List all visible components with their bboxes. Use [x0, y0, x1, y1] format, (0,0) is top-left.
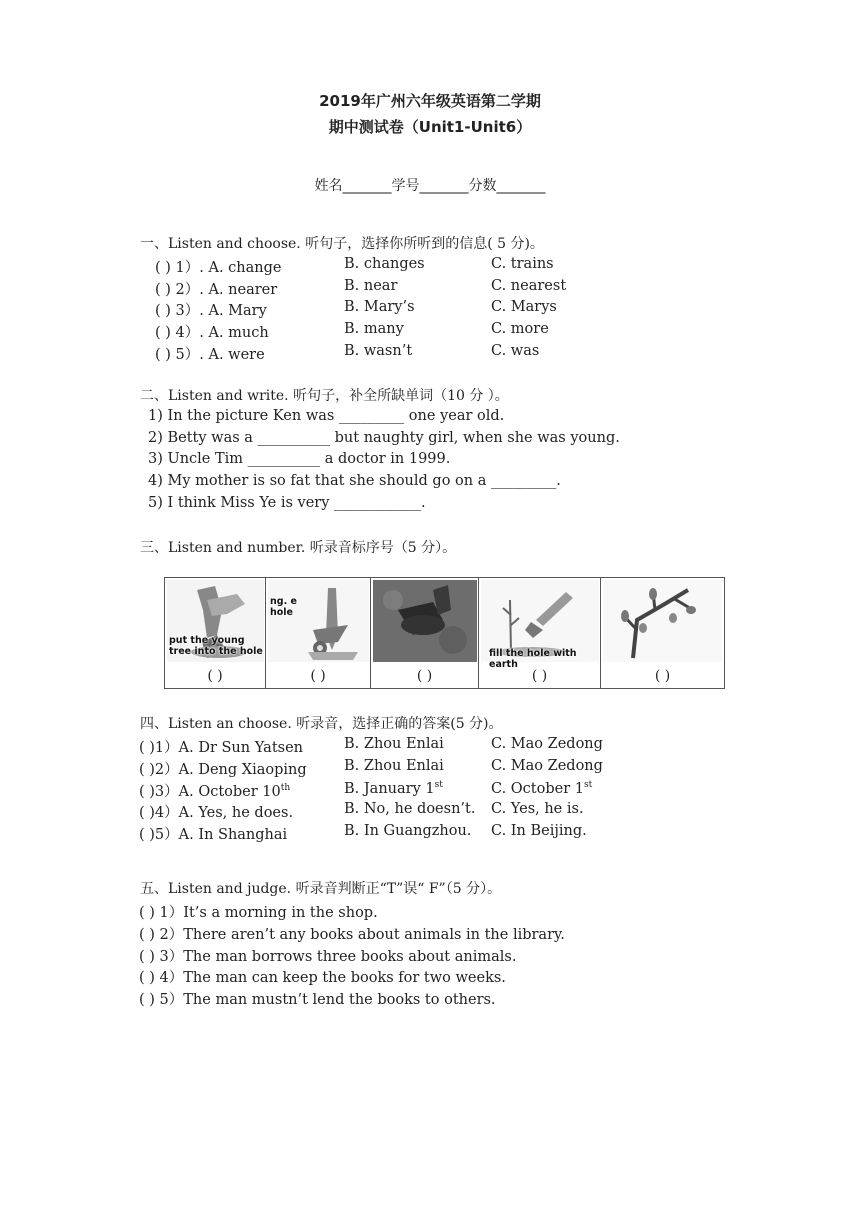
fill-in-sentence[interactable]: 3) Uncle Tim __________ a doctor in 1999.: [148, 451, 451, 468]
picture-cell-5: [601, 578, 724, 688]
choice-item-a[interactable]: ( )5）A. In Shanghai: [139, 827, 288, 844]
choice-item-b: B. No, he doesn’t.: [344, 801, 476, 818]
section4-heading: 四、Listen an choose. 听录音，选择正确的答案(5 分)。: [140, 716, 503, 732]
choice-item-b: B. Zhou Enlai: [344, 736, 444, 752]
choice-item-a[interactable]: ( ) 4）. A. much: [155, 325, 269, 342]
tree-planting-image-2: [268, 580, 368, 662]
picture-cell-3: [371, 578, 479, 688]
digging-hole-image: [373, 580, 476, 662]
tree-branch-image: [603, 580, 722, 662]
choice-item-a[interactable]: ( )2）A. Deng Xiaoping: [139, 761, 307, 778]
judge-statement[interactable]: ( ) 4）The man can keep the books for two weeks.: [139, 970, 506, 987]
judge-statement[interactable]: ( ) 2）There aren’t any books about animals in the library.: [139, 926, 565, 943]
choice-item-c: C. more: [491, 321, 549, 338]
superscript: st: [434, 779, 443, 790]
tree-planting-image-4: [481, 580, 598, 670]
exam-title: 2019年广州六年级英语第二学期: [319, 92, 541, 110]
section1-heading: 一、Listen and choose. 听句子，选择你所听到的信息( 5 分)。: [140, 236, 544, 252]
choice-item-c: C. Yes, he is.: [491, 801, 584, 818]
picture-caption-1: put the young tree into the hole: [169, 635, 263, 657]
choice-item-b: B. Zhou Enlai: [344, 757, 444, 774]
section3-heading: 三、Listen and number. 听录音标序号（5 分）。: [140, 540, 457, 556]
picture-caption-2: ng. e hole: [270, 596, 297, 618]
choice-item-a[interactable]: ( )4）A. Yes, he does.: [139, 805, 294, 822]
section2-heading: 二、Listen and write. 听句子，补全所缺单词（10 分 ）。: [140, 388, 509, 404]
answer-paren-1[interactable]: ( ): [207, 668, 223, 684]
picture-table: [164, 577, 725, 689]
answer-paren-3[interactable]: ( ): [416, 668, 433, 684]
choice-item-b: B. many: [344, 321, 404, 338]
fill-in-sentence[interactable]: 4) My mother is so fat that she should go on a _________.: [148, 473, 561, 490]
picture-cell-2: [266, 578, 371, 688]
exam-subtitle: 期中测试卷（Unit1-Unit6）: [328, 118, 532, 136]
choice-item-a[interactable]: ( ) 1）. A. change: [155, 260, 282, 276]
choice-item-a[interactable]: ( ) 3）. A. Mary: [155, 303, 267, 320]
choice-item-c: C. nearest: [491, 277, 567, 294]
choice-item-a[interactable]: ( )1）A. Dr Sun Yatsen: [139, 740, 304, 756]
answer-paren-4[interactable]: ( ): [531, 668, 548, 684]
choice-item-b: B. near: [344, 277, 398, 294]
judge-statement[interactable]: ( ) 3）The man borrows three books about animals.: [139, 948, 517, 965]
choice-item-b: B. In Guangzhou.: [344, 823, 472, 840]
picture-caption-4: fill the hole with earth: [489, 648, 577, 670]
choice-item-c: C. Mao Zedong: [491, 757, 603, 774]
choice-item-b: B. January 1st: [344, 779, 443, 797]
choice-item-b: B. wasn’t: [344, 342, 413, 359]
choice-item-b: B. Mary’s: [344, 299, 415, 316]
choice-item-c: C. October 1st: [491, 779, 593, 797]
judge-statement[interactable]: ( ) 5）The man mustn’t lend the books to others.: [139, 992, 496, 1009]
picture-cell-4: [479, 578, 601, 688]
choice-item-c: C. Mao Zedong: [491, 736, 603, 752]
answer-paren-2[interactable]: ( ): [310, 668, 326, 684]
answer-paren-5[interactable]: ( ): [654, 668, 671, 684]
fill-in-sentence[interactable]: 1) In the picture Ken was _________ one year old.: [148, 408, 505, 424]
judge-statement[interactable]: ( ) 1）It’s a morning in the shop.: [139, 905, 378, 921]
choice-item-a[interactable]: ( ) 2）. A. nearer: [155, 281, 278, 298]
fill-in-sentence[interactable]: 5) I think Miss Ye is very ____________.: [148, 494, 426, 511]
picture-cell-1: [165, 578, 266, 688]
section5-heading: 五、Listen and judge. 听录音判断正“T”误“ F”（5 分）。: [140, 881, 502, 897]
choice-item-c: C. In Beijing.: [491, 823, 587, 840]
choice-item-c: C. was: [491, 342, 540, 359]
choice-item-a[interactable]: ( ) 5）. A. were: [155, 346, 265, 363]
choice-item-c: C. trains: [491, 256, 554, 272]
student-info-line: 姓名_______学号_______分数_______: [314, 178, 546, 194]
superscript: th: [280, 782, 291, 793]
choice-item-b: B. changes: [344, 256, 425, 272]
tree-planting-image-1: [167, 580, 263, 662]
choice-item-c: C. Marys: [491, 299, 557, 316]
fill-in-sentence[interactable]: 2) Betty was a __________ but naughty girl, when she was young.: [148, 429, 620, 446]
choice-item-a[interactable]: ( )3）A. October 10th: [139, 782, 291, 800]
superscript: st: [584, 779, 593, 790]
